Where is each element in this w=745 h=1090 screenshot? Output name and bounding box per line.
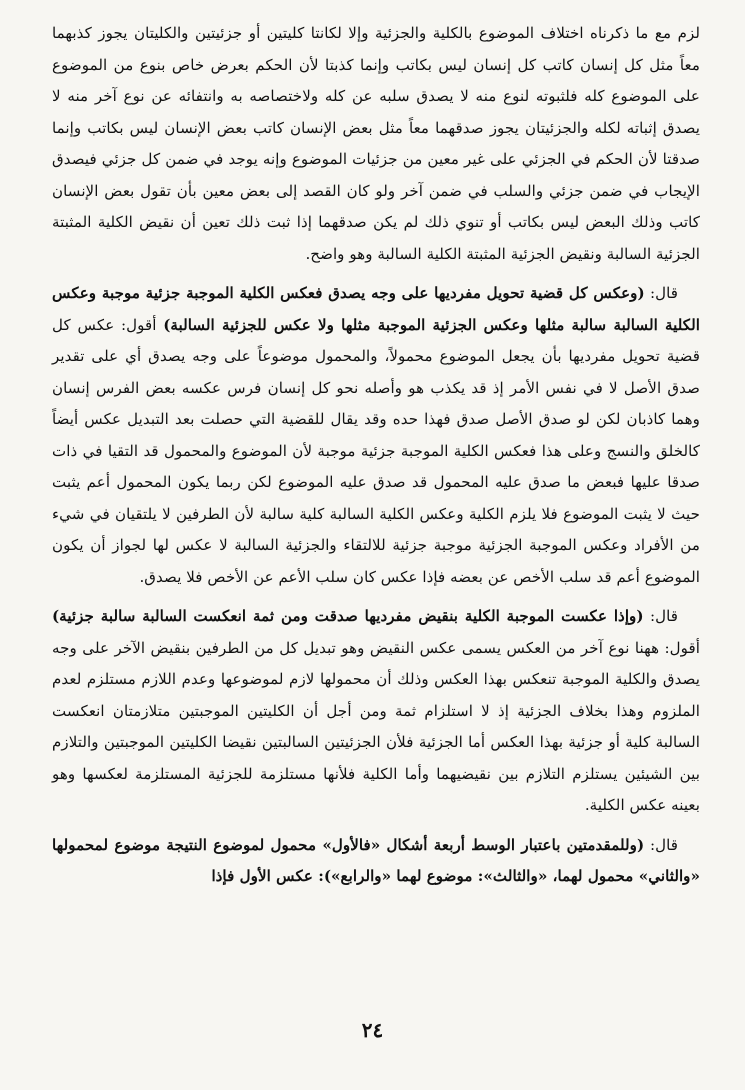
paragraph-3-lead: قال: [643, 607, 678, 625]
page-number: ٢٤ [361, 1018, 384, 1042]
paragraph-4-quote: (وللمقدمتين باعتبار الوسط أربعة أشكال «فالأول» محمول لموضوع النتيجة موضوع لمحمولها «والثاني» محمول لهما، «والثالث»: موضوع لهما «والرابع») [52, 835, 700, 885]
paragraph-3-text: أقول: ههنا نوع آخر من العكس يسمى عكس النقيض وهو تبديل كل من الطرفين بنقيض الآخر على وجه يصدق والكلية الموجبة تنعكس بهذا العكس وذلك أن محمولها لازم لموضوعها وعدم اللازم مستلزم لعدم الملزوم وهذا بخلاف الجزئية إذ لا استلزام ثمة ومن أجل أن الكليتين الموجبتين متلازمتان انعكست السالبة كلية أو جزئية بهذا العكس أما الجزئية فلأن الجزئيتين السالبتين نقيضا الكليتين الموجبتين والتلازم بين الشيئين يستلزم التلازم بين نقيضيهما وأما الكلية فلأنها مستلزمة للجزئية المستلزمة لعكسها وهو بعينه عكس الكلية. [52, 638, 700, 814]
paragraph-4-lead: قال: [644, 835, 678, 854]
paragraph-2-text: أقول: عكس كل قضية تحويل مفرديها بأن يجعل الموضوع محمولاً، والمحمول موضوعاً على وجه يصدق أي على تقدير صدق الأصل لا في نفس الأمر إذ قد يكذب هو وأصله نحو كل إنسان فرس عكسه بعض الفرس إنسان وهما كاذبان لكن لو صدق الأصل صدق فهذا حده وقد يقال للقضية التي حصلت بعد التبديل عكس أيضاً كالخلق والنسج وعلى هذا فعكس الكلية الموجبة جزئية موجبة لأن الموضوع والمحمول قد التقيا في ذات صدقا عليها فبعض ما صدق عليه المحمول قد صدق عليه الموضوع لكن ربما يكون المحمول أعم يثبت حيث لا يثبت الموضوع فلا يلزم الكلية وعكس الكلية السالبة كلية سالبة لأن الطرفين لا يلتقيان في شيء من الأفراد وعكس الموجبة الجزئية موجبة جزئية للالتقاء والجزئية السالبة لا عكس لها لجواز أن يكون الموضوع أعم قد سلب الأخص عن بعضه فإذا عكس كان سلب الأعم عن الأخص فلا يصدق. [52, 315, 700, 586]
paragraph-4 [52, 830, 700, 893]
page-body [52, 18, 700, 893]
paragraph-2-lead: قال: [644, 284, 678, 302]
paragraph-2 [52, 278, 700, 593]
paragraph-1-text: لزم مع ما ذكرناه اختلاف الموضوع بالكلية والجزئية وإلا لكانتا كليتين أو جزئيتين والكليتان يجوز كذبهما معاً مثل كل إنسان كاتب كل إنسان ليس بكاتب وإنما كذبتا لأن الحكم بعرض خاص بنوع من الموضوع على الموضوع كله فلثبوته لنوع منه لا يصدق سلبه عن كله ولاختصاصه به وانتفائه عن نوع آخر منه لا يصدق إثباته لكله والجزئيتان يجوز صدقهما معاً مثل بعض الإنسان كاتب بعض الإنسان ليس بكاتب وإنما صدقتا لأن الحكم في الجزئي على غير معين من جزئيات الموضوع وإنه يوجد في ضمن كل جزئي فيصدق الإيجاب في ضمن جزئي والسلب في ضمن آخر ولو كان القصد إلى بعض معين بأن تقول بعض الإنسان كاتب وذلك البعض ليس بكاتب أو تنوي ذلك لم يكن صدقهما إذا ثبت ذلك تعين أن نقيض الكلية المثبتة الجزئية السالبة ونقيض الجزئية المثبتة الكلية السالبة وهو واضح. [52, 24, 700, 263]
paragraph-3-quote: (وإذا عكست الموجبة الكلية بنقيض مفرديها صدقت ومن ثمة انعكست السالبة سالبة جزئية) [52, 607, 644, 625]
paragraph-2-quote: (وعكس كل قضية تحويل مفرديها على وجه يصدق فعكس الكلية الموجبة جزئية موجبة وعكس الكلية السالبة سالبة مثلها وعكس الجزئية الموجبة مثلها ولا عكس للجزئية السالبة) [52, 284, 700, 334]
paragraph-1 [52, 18, 700, 270]
paragraph-4-text: : عكس الأول فإذا [211, 867, 324, 885]
paragraph-3 [52, 601, 700, 822]
